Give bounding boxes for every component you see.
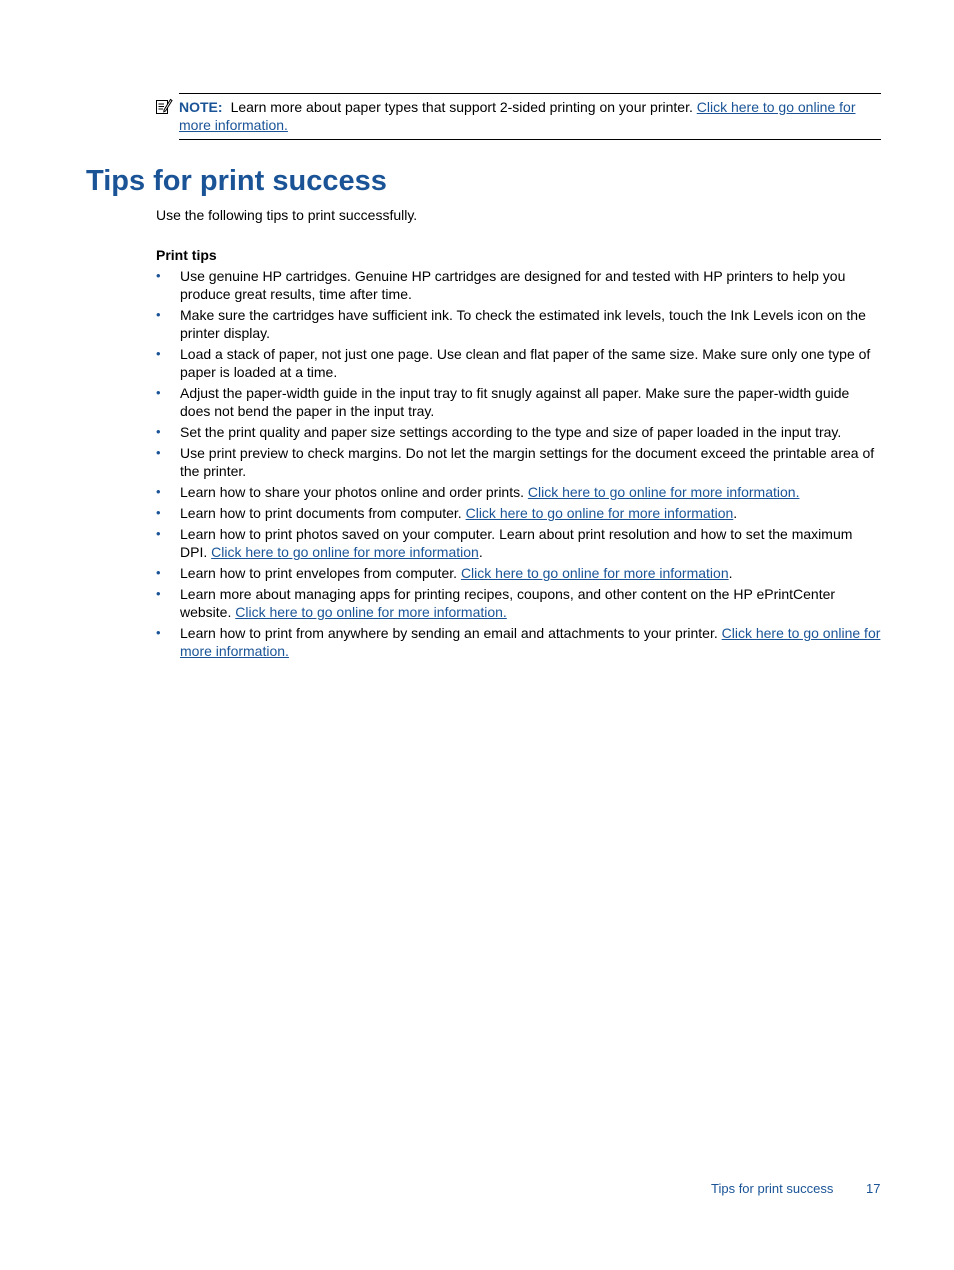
tip-trailing-text: .: [728, 565, 733, 581]
bullet-icon: •: [156, 424, 161, 439]
tip-text: Learn how to print photos saved on your computer. Learn about print resolution and how to set the maximum DPI.: [180, 526, 853, 560]
bullet-icon: •: [156, 346, 161, 361]
intro-paragraph: Use the following tips to print successfully.: [156, 207, 418, 223]
tip-online-link[interactable]: Click here to go online for more information.: [180, 625, 881, 659]
tip-text: Learn how to print from anywhere by sending an email and attachments to your printer.: [180, 625, 722, 641]
tip-online-link[interactable]: Click here to go online for more information: [460, 565, 729, 581]
list-item: [156, 267, 882, 303]
list-item: [156, 345, 882, 381]
tip-trailing-text: .: [478, 544, 483, 560]
list-item: [156, 624, 882, 660]
note-box: [155, 93, 881, 140]
tip-text: Adjust the paper-width guide in the input tray to fit snugly against all paper. Make sure the paper-width guide does not bend the paper in the input tray.: [180, 385, 850, 419]
note-body: Learn more about paper types that support 2-sided printing on your printer.: [230, 99, 697, 115]
tip-online-link[interactable]: Click here to go online for more information.: [235, 604, 507, 620]
tip-online-link[interactable]: Click here to go online for more information: [465, 505, 734, 521]
footer-section-title: Tips for print success: [711, 1181, 834, 1196]
print-tips-subheading: Print tips: [156, 247, 217, 263]
tip-text: Make sure the cartridges have sufficient ink. To check the estimated ink levels, touch the Ink Levels icon on the printer display.: [180, 307, 866, 341]
tip-text: Learn how to share your photos online and order prints.: [180, 484, 528, 500]
bullet-icon: •: [156, 268, 161, 283]
note-online-link[interactable]: Click here to go online for more information.: [179, 99, 856, 133]
tip-text: Learn how to print documents from computer.: [180, 505, 466, 521]
bullet-icon: •: [156, 505, 161, 520]
note-label: NOTE:: [179, 99, 223, 115]
bullet-icon: •: [156, 625, 161, 640]
tip-text: Use genuine HP cartridges. Genuine HP cartridges are designed for and tested with HP printers to help you produce great results, time after time.: [180, 268, 846, 302]
tip-text: Use print preview to check margins. Do not let the margin settings for the document exceed the printable area of the printer.: [180, 445, 875, 479]
list-item: [156, 444, 882, 480]
tip-online-link[interactable]: Click here to go online for more information.: [527, 484, 800, 500]
list-item: [156, 585, 882, 621]
note-pencil-icon: [155, 97, 173, 115]
bullet-icon: •: [156, 484, 161, 499]
bullet-icon: •: [156, 307, 161, 322]
note-text: [179, 98, 881, 134]
list-item: [156, 504, 882, 522]
tip-text: Load a stack of paper, not just one page. Use clean and flat paper of the same size. Make sure only one type of paper is loaded at a time.: [180, 346, 871, 380]
list-item: [156, 525, 882, 561]
tip-online-link[interactable]: Click here to go online for more information: [211, 544, 479, 560]
list-item: [156, 423, 882, 441]
note-top-rule: [179, 93, 881, 94]
list-item: [156, 564, 882, 582]
tip-text: Learn more about managing apps for printing recipes, coupons, and other content on the HP ePrintCenter website.: [180, 586, 836, 620]
note-bottom-rule: [179, 139, 881, 140]
tip-text: Set the print quality and paper size settings according to the type and size of paper loaded in the input tray.: [180, 424, 842, 440]
bullet-icon: •: [156, 526, 161, 541]
page-title: Tips for print success: [86, 165, 387, 197]
bullet-icon: •: [156, 586, 161, 601]
print-tips-list: [156, 267, 882, 663]
footer-page-number: 17: [866, 1181, 881, 1196]
tip-trailing-text: .: [733, 505, 738, 521]
bullet-icon: •: [156, 385, 161, 400]
list-item: [156, 384, 882, 420]
bullet-icon: •: [156, 445, 161, 460]
tip-text: Learn how to print envelopes from computer.: [180, 565, 461, 581]
list-item: [156, 483, 882, 501]
bullet-icon: •: [156, 565, 161, 580]
list-item: [156, 306, 882, 342]
